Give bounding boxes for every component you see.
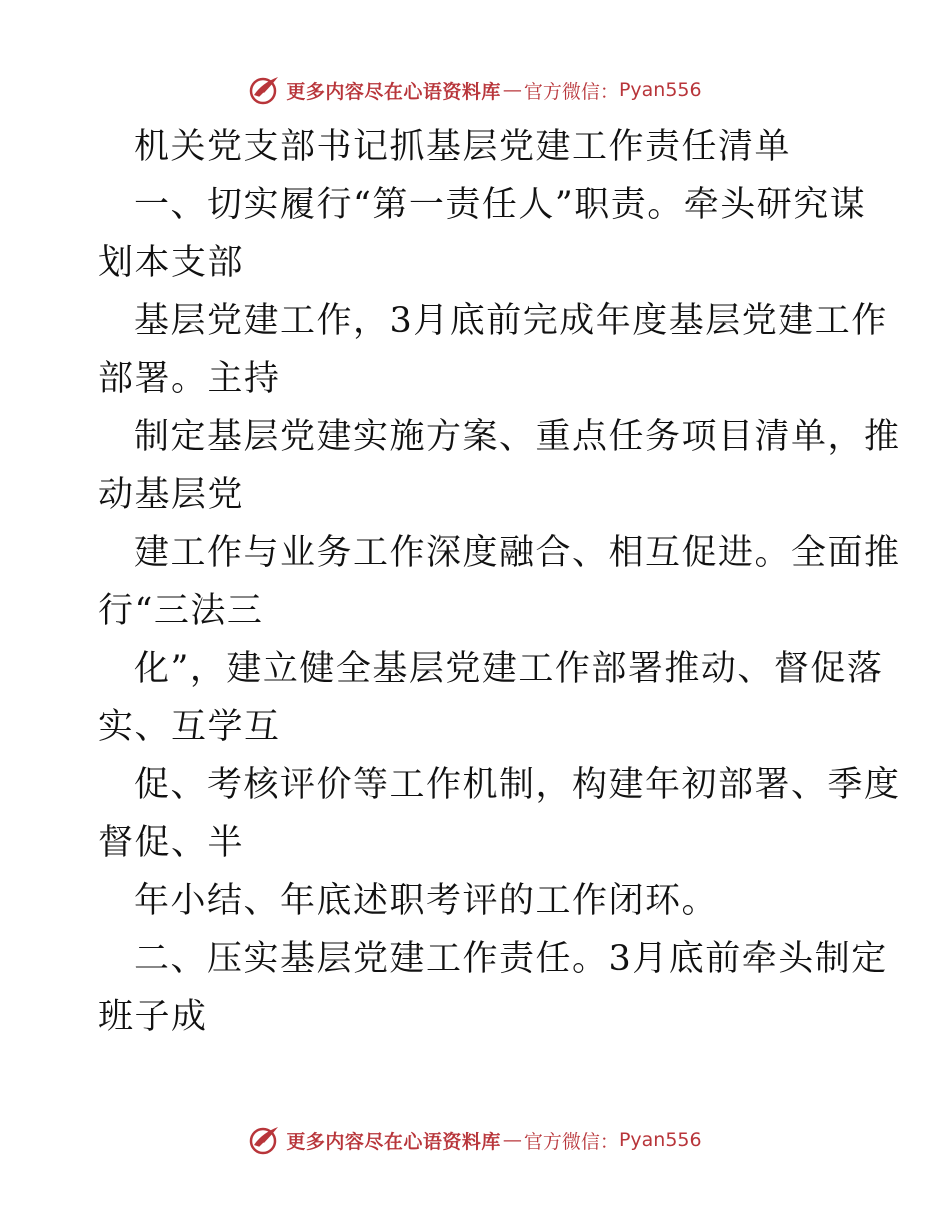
quill-seal-icon xyxy=(248,1123,282,1157)
text-line: 基层党建工作，3月底前完成年度基层党建工作 xyxy=(134,301,888,341)
watermark-site-text: 更多内容尽在心语资料库 xyxy=(286,1130,501,1153)
watermark-wechat-label: 官方微信： xyxy=(523,80,619,103)
header-watermark xyxy=(0,70,950,110)
document-title: 机关党支部书记抓基层党建工作责任清单 xyxy=(134,127,792,167)
text-line: 实、互学互 xyxy=(98,707,281,747)
document-body xyxy=(98,118,901,1046)
watermark-dash: — xyxy=(502,1129,522,1151)
watermark-site-text: 更多内容尽在心语资料库 xyxy=(286,80,501,103)
text-line: 班子成 xyxy=(98,997,208,1037)
text-line: 一、切实履行“第一责任人”职责。牵头研究谋 xyxy=(134,185,867,225)
text-line: 制定基层党建实施方案、重点任务项目清单，推 xyxy=(134,417,901,457)
text-line: 建工作与业务工作深度融合、相互促进。全面推 xyxy=(134,533,901,573)
text-line: 动基层党 xyxy=(98,475,245,515)
text-line: 年小结、年底述职考评的工作闭环。 xyxy=(134,881,719,921)
text-line: 划本支部 xyxy=(98,243,245,283)
watermark-wechat-label: 官方微信： xyxy=(523,1130,619,1153)
text-line: 化”，建立健全基层党建工作部署推动、督促落 xyxy=(134,649,884,689)
watermark-wechat-id: Pyan556 xyxy=(618,79,702,101)
watermark-dash: — xyxy=(502,79,522,101)
text-line: 督促、半 xyxy=(98,823,245,863)
text-line: 二、压实基层党建工作责任。3月底前牵头制定 xyxy=(134,939,888,979)
text-line: 行“三法三 xyxy=(98,591,264,631)
watermark-wechat-id: Pyan556 xyxy=(618,1129,702,1151)
quill-seal-icon xyxy=(248,73,282,107)
text-line: 部署。主持 xyxy=(98,359,281,399)
footer-watermark xyxy=(0,1120,950,1160)
text-line: 促、考核评价等工作机制，构建年初部署、季度 xyxy=(134,765,901,805)
